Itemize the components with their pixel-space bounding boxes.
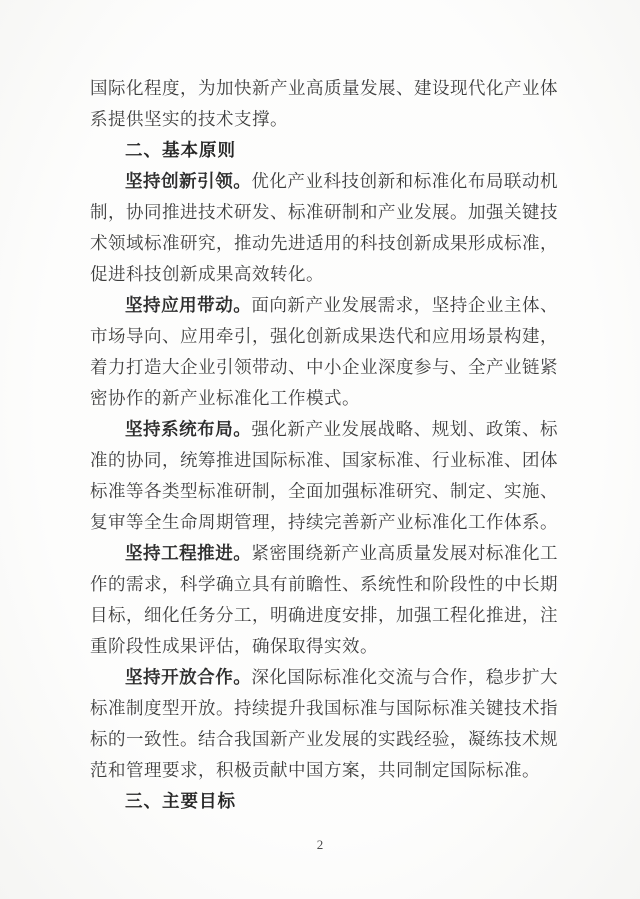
paragraph-lead: 坚持工程推进。: [125, 543, 252, 563]
paragraph-system-layout: [90, 414, 558, 538]
paragraph-lead: 坚持开放合作。: [125, 667, 252, 687]
section-heading-basic-principles: 二、基本原则: [125, 140, 236, 160]
paragraph-body: 深化国际标准化交流与合作，稳步扩大标准制度型开放。持续提升我国标准与国际标准关键技术指标的一致性。结合我国新产业发展的实践经验，凝练技术规范和管理要求，积极贡献中国方案，共同制定国际标准。: [90, 667, 559, 780]
paragraph-continuation: 国际化程度，为加快新产业高质量发展、建设现代化产业体系提供坚实的技术支撑。: [90, 78, 558, 129]
paragraph-body: 强化新产业发展战略、规划、政策、标准的协同，统筹推进国际标准、国家标准、行业标准、团体标准等各类型标准研制，全面加强标准研究、制定、实施、复审等全生命周期管理，持续完善新产业标准化工作体系。: [90, 419, 559, 532]
paragraph-body: 紧密围绕新产业高质量发展对标准化工作的需求，科学确立具有前瞻性、系统性和阶段性的中长期目标，细化任务分工，明确进度安排，加强工程化推进，注重阶段性成果评估，确保取得实效。: [90, 543, 559, 656]
section-heading-main-goals: 三、主要目标: [125, 791, 236, 811]
paragraph-lead: 坚持系统布局。: [125, 419, 252, 439]
paragraph-engineering-advance: [90, 538, 558, 662]
paragraph-application-driven: [90, 290, 558, 414]
paragraph-body: 优化产业科技创新和标准化布局联动机制，协同推进技术研发、标准研制和产业发展。加强关键技术领域标准研究，推动先进适用的科技创新成果形成标准，促进科技创新成果高效转化。: [90, 171, 559, 284]
paragraph-lead: 坚持创新引领。: [125, 171, 252, 191]
page-content: [90, 73, 558, 817]
paragraph-body: 面向新产业发展需求，坚持企业主体、市场导向、应用牵引，强化创新成果迭代和应用场景构建，着力打造大企业引领带动、中小企业深度参与、全产业链紧密协作的新产业标准化工作模式。: [90, 295, 559, 408]
paragraph-open-cooperation: [90, 662, 558, 786]
paragraph-innovation-leading: [90, 166, 558, 290]
paragraph-lead: 坚持应用带动。: [125, 295, 252, 315]
page-number: 2: [316, 837, 324, 852]
